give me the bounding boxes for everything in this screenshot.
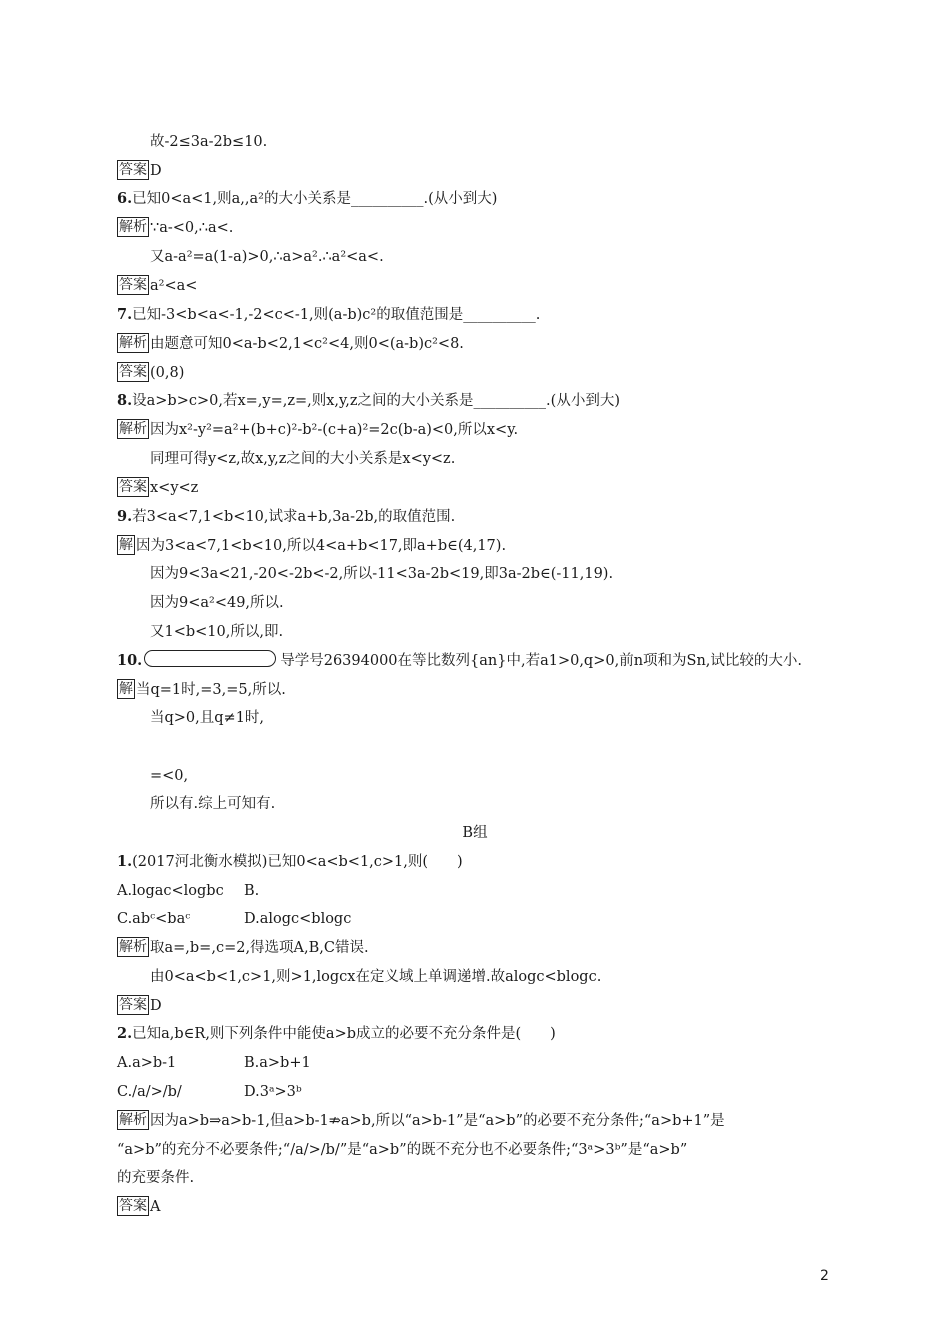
line-text: A: [150, 1199, 161, 1215]
answer-tag: 解: [119, 537, 133, 553]
line-text: 当q>0,且q≠1时,: [150, 710, 265, 726]
line-text: 已知a,b∈R,则下列条件中能使a>b成立的必要不充分条件是( ): [132, 1026, 556, 1042]
line-text: 因为x²-y²=a²+(b+c)²-b²-(c+a)²=2c(b-a)<0,所以x<y.: [150, 422, 519, 438]
line-text: 又a-a²=a(1-a)>0,∴a>a².∴a²<a<.: [150, 249, 384, 265]
line-text: x<y<z: [150, 480, 199, 496]
text-line: [117, 995, 832, 1017]
option-right: B.a>b+1: [244, 1055, 311, 1071]
line-text: 因为9<a²<49,所以.: [150, 595, 284, 611]
line-text: D: [150, 163, 162, 179]
answer-tag: 答案: [119, 479, 147, 495]
option-right: B.: [244, 883, 260, 899]
line-text: 因为a>b⇒a>b-1,但a>b-1⇏a>b,所以“a>b-1”是“a>b”的必要不充分条件;“a>b+1”是: [150, 1113, 725, 1129]
text-line: [150, 707, 832, 729]
line-text: 若3<a<7,1<b<10,试求a+b,3a-2b,的取值范围.: [132, 509, 456, 525]
text-line: [117, 535, 832, 557]
question-number: 2.: [117, 1025, 133, 1042]
text-line: [150, 765, 832, 787]
answer-tag: 答案: [119, 364, 147, 380]
answer-tag: 解析: [119, 421, 147, 437]
text-line: [150, 592, 832, 614]
option-right: D.3ᵃ>3ᵇ: [244, 1084, 302, 1100]
option-left: A.logac<logbc: [117, 883, 224, 899]
line-text: 已知-3<b<a<-1,-2<c<-1,则(a-b)c²的取值范围是__________.: [132, 307, 541, 323]
text-line: [150, 621, 832, 643]
line-text: 因为9<3a<21,-20<-2b<-2,所以-11<3a-2b<19,即3a-2b∈(-11,19).: [150, 566, 614, 582]
answer-tag: 答案: [119, 997, 147, 1013]
text-line: [117, 1167, 832, 1189]
line-text: 设a>b>c>0,若x=,y=,z=,则x,y,z之间的大小关系是__________.(从小到大): [132, 393, 620, 409]
text-line: [150, 131, 832, 153]
text-line: [117, 275, 832, 297]
line-text: 已知0<a<1,则a,,a²的大小关系是__________.(从小到大): [132, 191, 498, 207]
text-line: [117, 851, 832, 873]
answer-tag: 答案: [119, 162, 147, 178]
answer-tag: 解析: [119, 219, 147, 235]
text-line: [150, 563, 832, 585]
option-row: [117, 1052, 832, 1074]
line-text: (2017河北衡水模拟)已知0<a<b<1,c>1,则( ): [132, 854, 463, 870]
line-text: 取a=,b=,c=2,得选项A,B,C错误.: [150, 940, 369, 956]
option-left: A.a>b-1: [117, 1055, 177, 1071]
text-line: [150, 448, 832, 470]
answer-tag: 解析: [119, 939, 147, 955]
text-line: [150, 793, 832, 815]
question-number: 9.: [117, 508, 133, 525]
text-line: [150, 966, 832, 988]
line-text: 的充要条件.: [117, 1170, 195, 1186]
answer-tag: 解: [119, 681, 133, 697]
answer-tag: 答案: [119, 1198, 147, 1214]
line-text: (0,8): [150, 365, 185, 381]
line-text: 又1<b<10,所以,即.: [150, 624, 284, 640]
question-text: 导学号26394000在等比数列{an}中,若a1>0,q>0,前n项和为Sn,试比较的大小.: [280, 653, 803, 669]
option-row: [117, 880, 832, 902]
text-line: [117, 477, 832, 499]
text-line: [117, 1110, 832, 1132]
text-line: [117, 160, 832, 182]
option-left: C./a/>/b/: [117, 1084, 182, 1100]
text-line: [117, 188, 832, 210]
answer-tag: 答案: [119, 277, 147, 293]
line-text: “a>b”的充分不必要条件;“/a/>/b/”是“a>b”的既不充分也不必要条件;“3ᵃ>3ᵇ”是“a>b”: [117, 1142, 688, 1158]
option-right: D.alogc<blogc: [244, 911, 352, 927]
question-10: [117, 650, 832, 672]
question-number: 1.: [117, 853, 133, 870]
answer-tag: 解析: [119, 335, 147, 351]
text-line: [117, 679, 832, 701]
line-text: =<0,: [150, 768, 189, 784]
option-row: [117, 1081, 832, 1103]
line-text: 当q=1时,=3,=5,所以.: [136, 682, 286, 698]
line-text: 由题意可知0<a-b<2,1<c²<4,则0<(a-b)c²<8.: [150, 336, 464, 352]
text-line: [117, 217, 832, 239]
text-line: [117, 1196, 832, 1218]
line-text: 同理可得y<z,故x,y,z之间的大小关系是x<y<z.: [150, 451, 456, 467]
line-text: ∵a-<0,∴a<.: [150, 220, 234, 236]
line-text: 所以有.综上可知有.: [150, 796, 276, 812]
option-left: C.abᶜ<baᶜ: [117, 911, 191, 927]
question-number: 8.: [117, 392, 133, 409]
line-text: 因为3<a<7,1<b<10,所以4<a+b<17,即a+b∈(4,17).: [136, 538, 507, 554]
line-text: D: [150, 998, 162, 1014]
question-number: 7.: [117, 306, 133, 323]
text-line: [117, 1139, 832, 1161]
text-line: [117, 304, 832, 326]
text-line: [117, 362, 832, 384]
text-line: [117, 937, 832, 959]
rounded-label-box: [144, 650, 276, 667]
text-line: [117, 1023, 832, 1045]
question-number: 10.: [117, 652, 143, 669]
option-row: [117, 908, 832, 930]
page-number: 2: [820, 1268, 829, 1284]
text-line: [117, 419, 832, 441]
text-line: [117, 506, 832, 528]
line-text: 故-2≤3a-2b≤10.: [150, 134, 268, 150]
section-title: B组: [462, 825, 488, 841]
text-line: [150, 246, 832, 268]
text-line: [117, 390, 832, 412]
question-number: 6.: [117, 190, 133, 207]
line-text: a²<a<: [150, 278, 198, 294]
line-text: 由0<a<b<1,c>1,则>1,logcx在定义域上单调递增.故alogc<blogc.: [150, 969, 602, 985]
answer-tag: 解析: [119, 1112, 147, 1128]
text-line: [117, 333, 832, 355]
